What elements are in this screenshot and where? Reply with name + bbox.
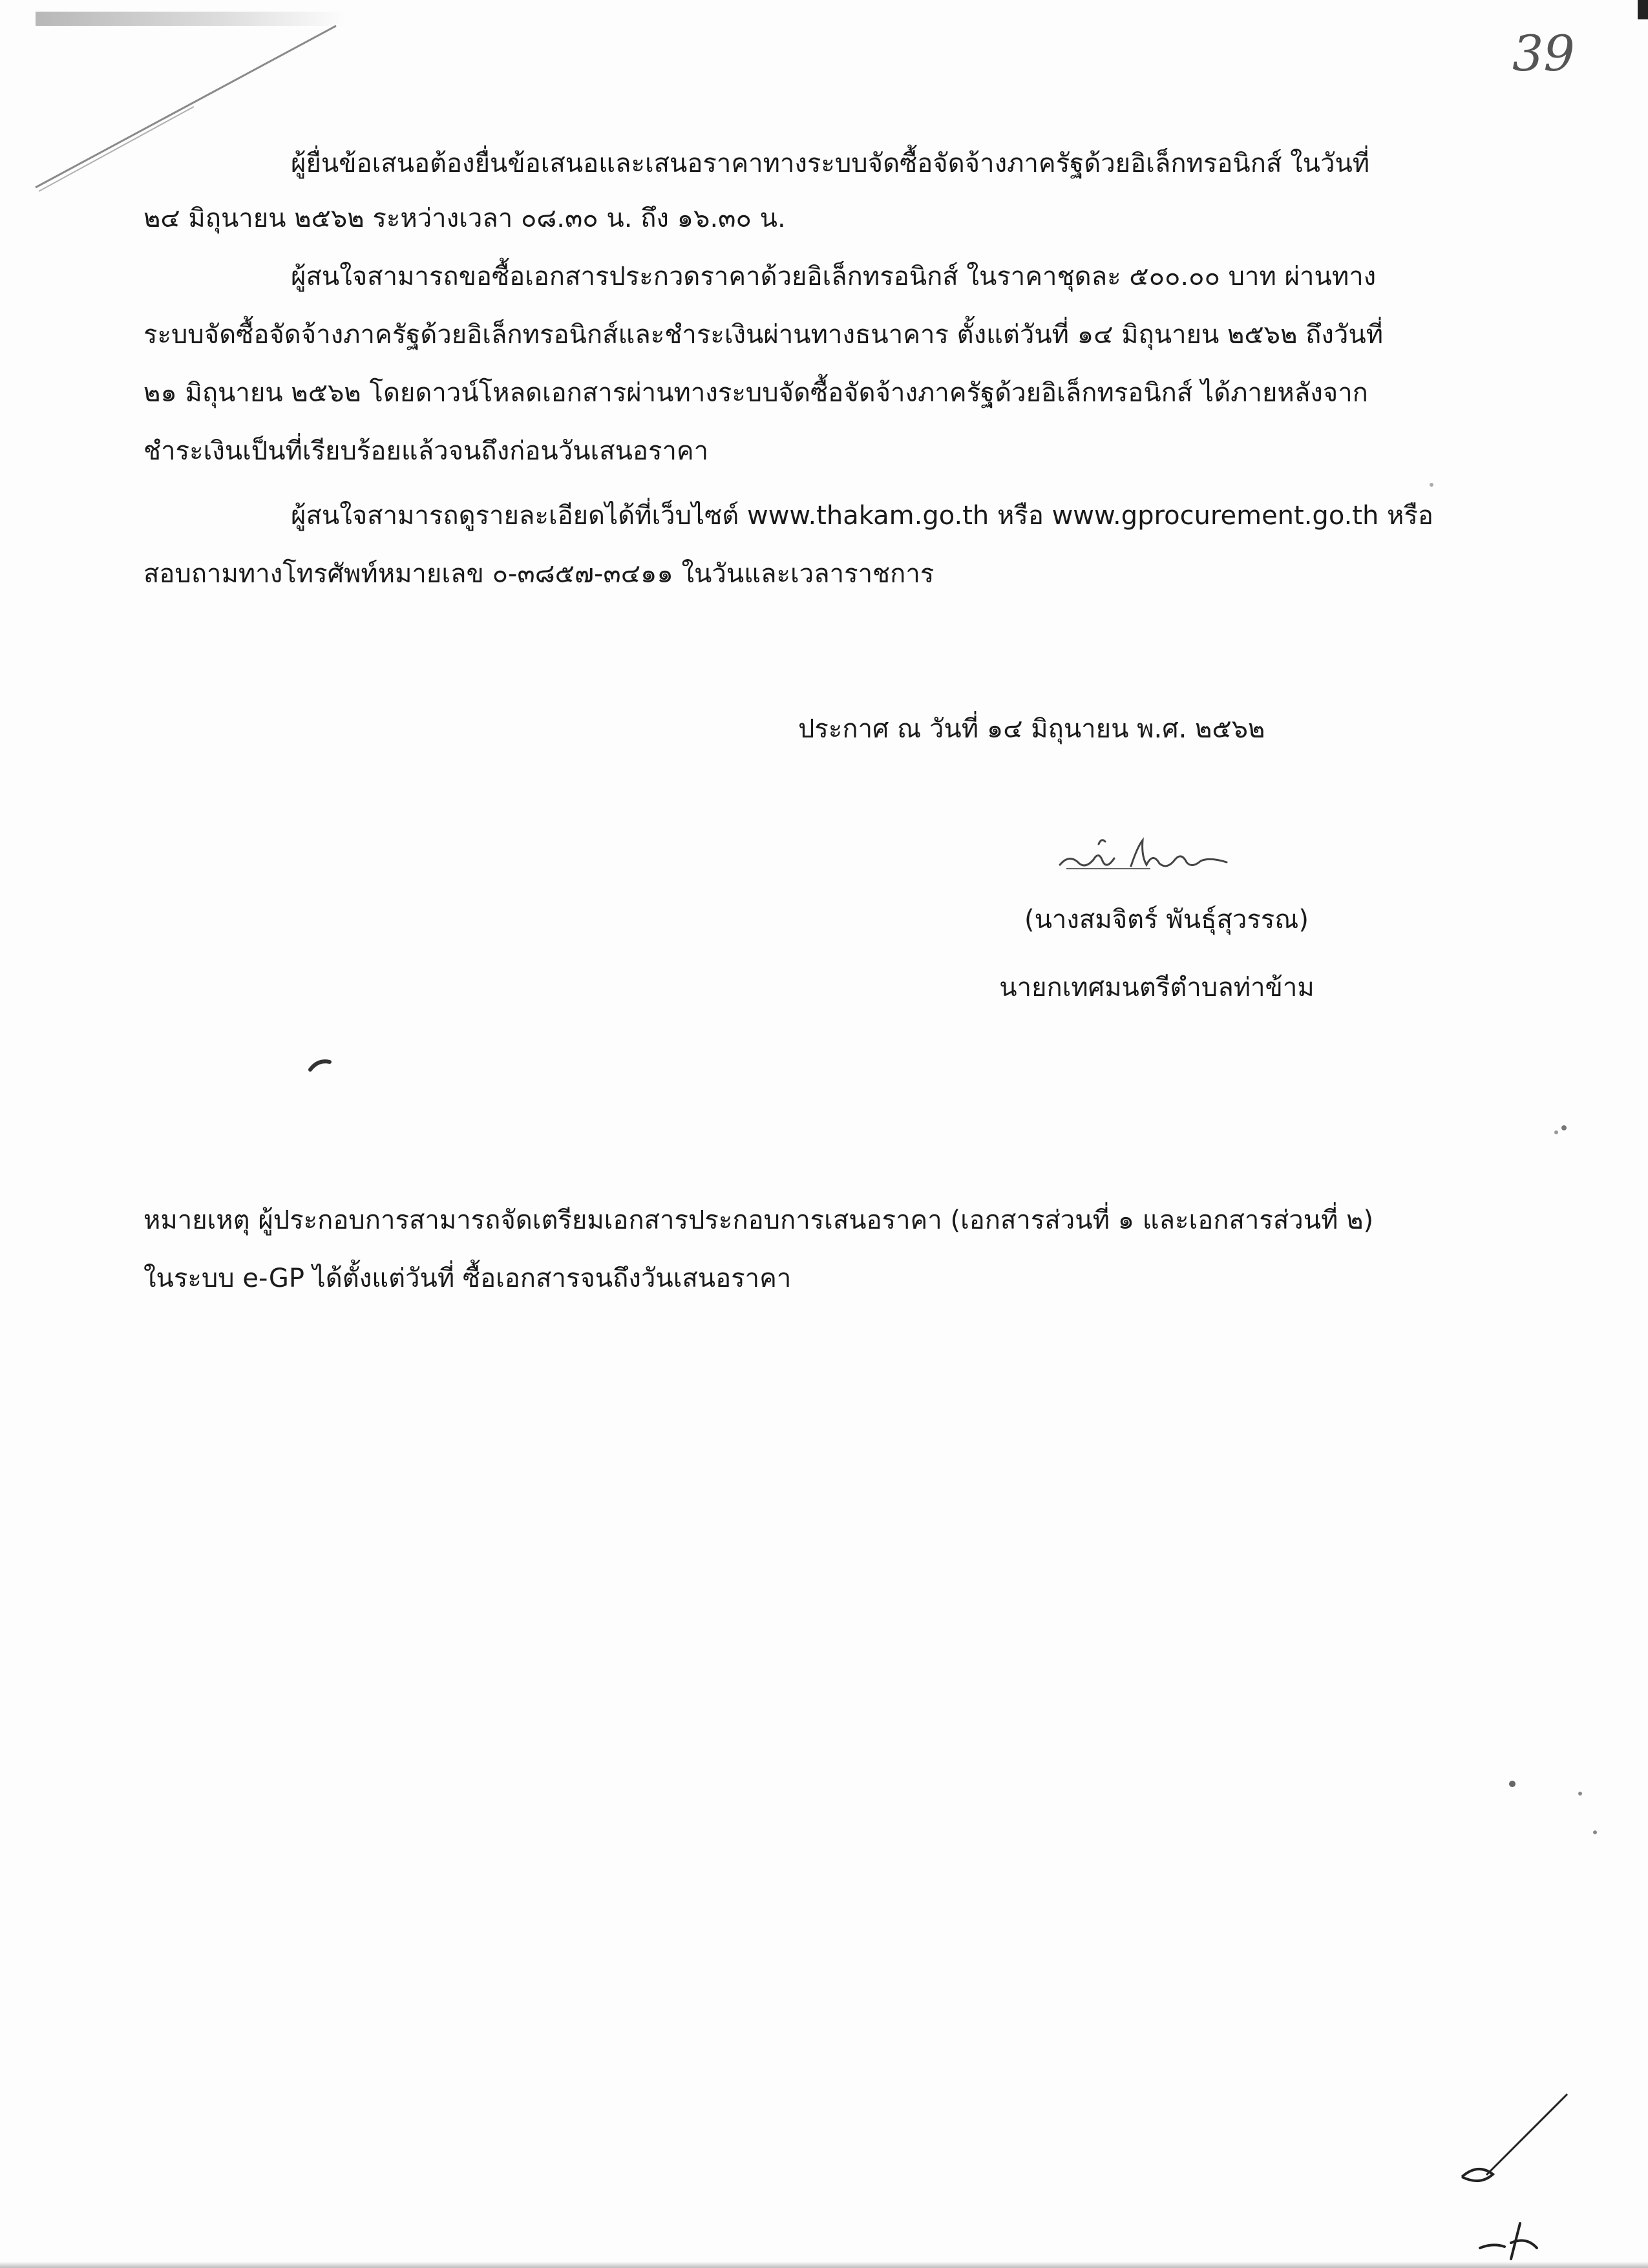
note-line-2: ในระบบ e-GP ได้ตั้งแต่วันที่ ซื้อเอกสารจนถึงวันเสนอราคา bbox=[143, 1264, 792, 1293]
paragraph-2-line-4: ชำระเงินเป็นที่เรียบร้อยแล้วจนถึงก่อนวันเสนอราคา bbox=[143, 436, 709, 466]
scan-artifact-bottom bbox=[0, 2262, 1648, 2268]
scan-artifact-top bbox=[36, 12, 346, 26]
paragraph-3-line-1: ผู้สนใจสามารถดูรายละเอียดได้ที่เว็บไซต์ www.thakam.go.th หรือ www.gprocurement.go.th หรือ bbox=[291, 501, 1433, 531]
paragraph-3-line-2: สอบถามทางโทรศัพท์หมายเลข ๐-๓๘๕๗-๓๔๑๑ ในวันและเวลาราชการ bbox=[143, 559, 935, 589]
signer-name: (นางสมจิตร์ พันธุ์สุวรรณ) bbox=[1024, 905, 1309, 935]
paragraph-2-line-2: ระบบจัดซื้อจัดจ้างภาครัฐด้วยอิเล็กทรอนิกส์และชำระเงินผ่านทางธนาคาร ตั้งแต่วันที่ ๑๔ มิถุนายน ๒๕๖๒ ถึงวันที่ bbox=[143, 320, 1384, 350]
handwritten-signature bbox=[1047, 826, 1267, 878]
page-number: 39 bbox=[1512, 25, 1575, 82]
note-line-1: หมายเหตุ ผู้ประกอบการสามารถจัดเตรียมเอกสารประกอบการเสนอราคา (เอกสารส่วนที่ ๑ และเอกสารส่วนที่ ๒) bbox=[143, 1205, 1374, 1235]
paragraph-1-line-1: ผู้ยื่นข้อเสนอต้องยื่นข้อเสนอและเสนอราคาทางระบบจัดซื้อจัดจ้างภาครัฐด้วยอิเล็กทรอนิกส์ ในวันที่ bbox=[291, 149, 1370, 178]
paragraph-1-line-2: ๒๔ มิถุนายน ๒๕๖๒ ระหว่างเวลา ๐๘.๓๐ น. ถึง ๑๖.๓๐ น. bbox=[143, 204, 786, 233]
signer-position: นายกเทศมนตรีตำบลท่าข้าม bbox=[999, 973, 1315, 1002]
paragraph-2-line-3: ๒๑ มิถุนายน ๒๕๖๒ โดยดาวน์โหลดเอกสารผ่านทางระบบจัดซื้อจัดจ้างภาครัฐด้วยอิเล็กทรอนิกส์ ได้ภายหลังจาก bbox=[143, 378, 1368, 408]
scan-artifact-corner bbox=[1638, 0, 1648, 19]
announcement-date: ประกาศ ณ วันที่ ๑๔ มิถุนายน พ.ศ. ๒๕๖๒ bbox=[798, 714, 1265, 744]
paragraph-2-line-1: ผู้สนใจสามารถขอซื้อเอกสารประกวดราคาด้วยอิเล็กทรอนิกส์ ในราคาชุดละ ๕๐๐.๐๐ บาท ผ่านทาง bbox=[291, 262, 1377, 291]
